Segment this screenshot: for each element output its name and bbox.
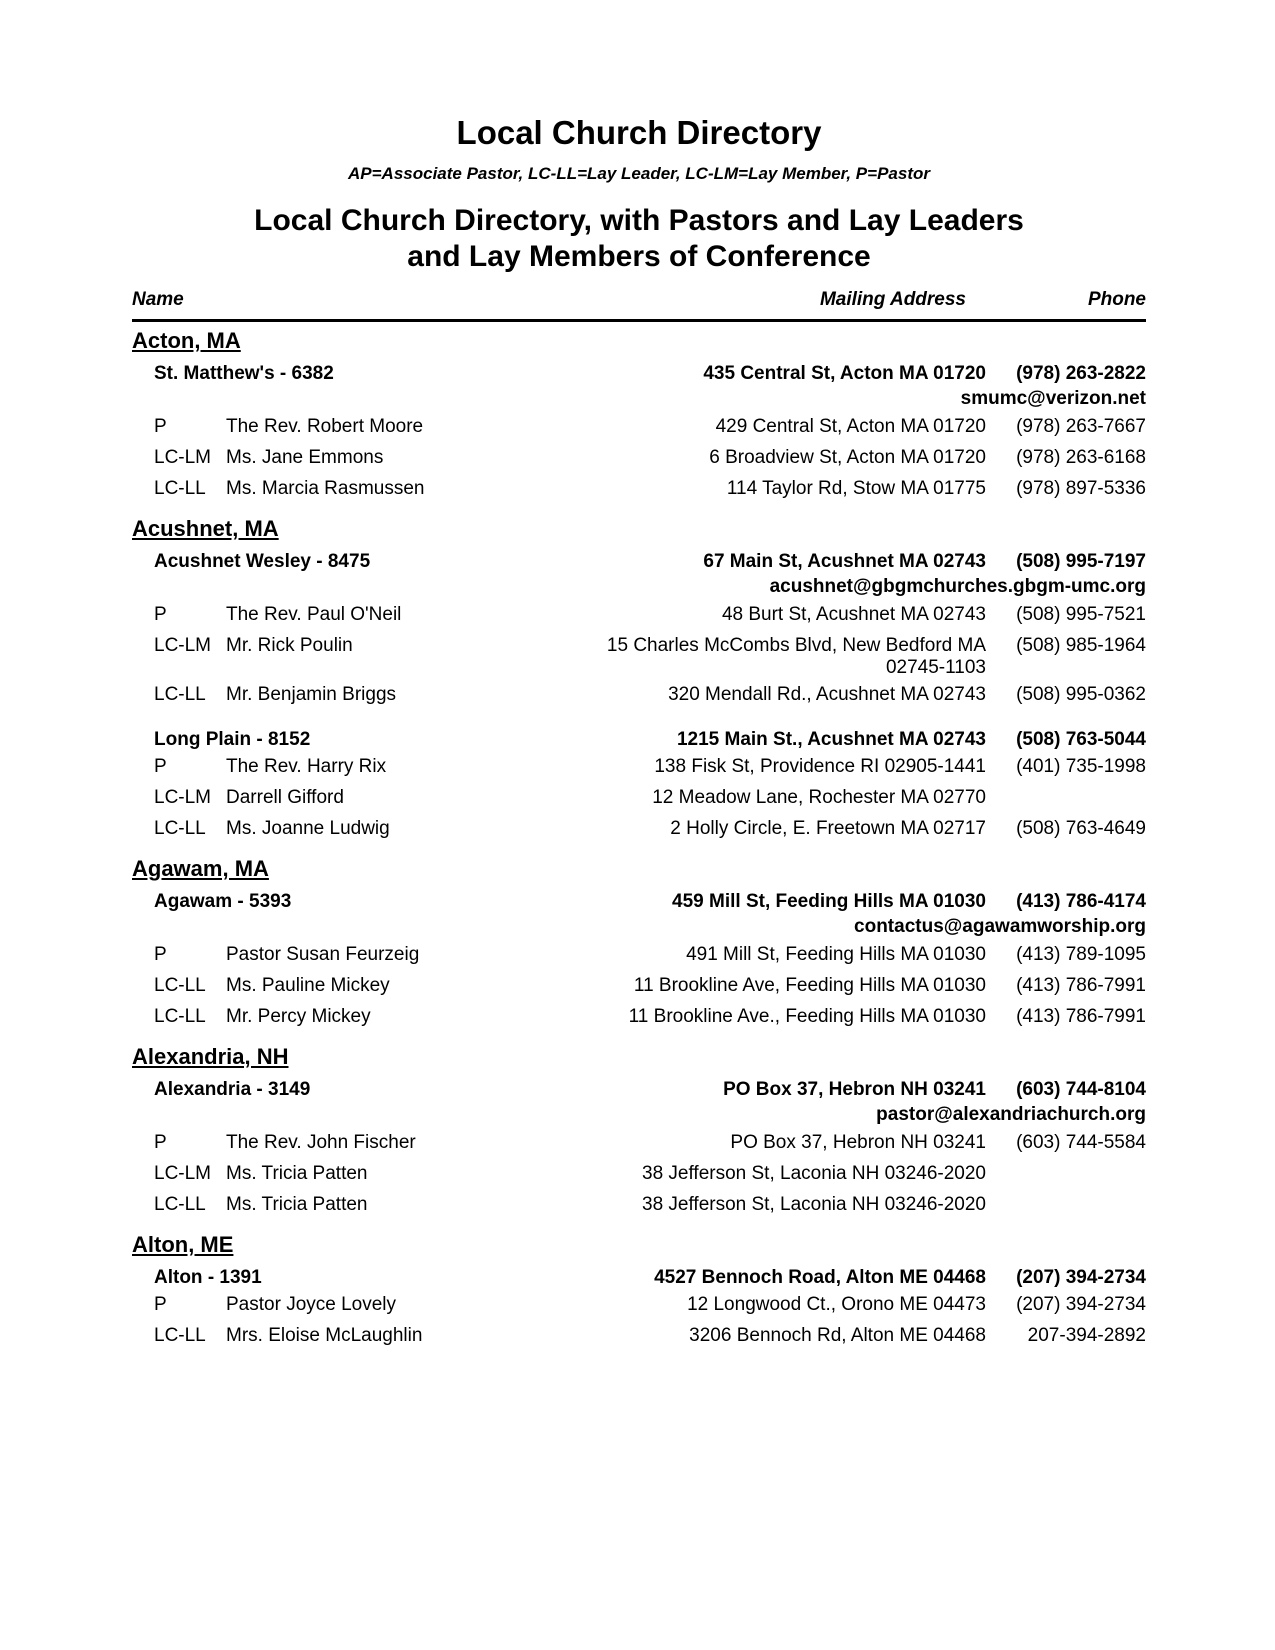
person-row [132, 1190, 1146, 1221]
person-address: 138 Fisk St, Providence RI 02905-1441 [654, 756, 986, 777]
person-phone: (413) 786-7991 [1016, 975, 1146, 996]
person-role: LC-LL [154, 1006, 206, 1027]
church-address: 4527 Bennoch Road, Alton ME 04468 [654, 1267, 986, 1288]
town-heading: Acushnet, MA [132, 516, 279, 541]
person-phone: (978) 897-5336 [1016, 478, 1146, 499]
person-phone: (508) 763-4649 [1016, 818, 1146, 839]
person-phone: (508) 995-0362 [1016, 684, 1146, 705]
person-name: Mr. Benjamin Briggs [226, 684, 397, 705]
person-row [132, 680, 1146, 711]
person-address: 38 Jefferson St, Laconia NH 03246-2020 [642, 1163, 986, 1184]
person-address: 12 Longwood Ct., Orono ME 04473 [687, 1294, 986, 1315]
person-name: Pastor Susan Feurzeig [226, 944, 420, 965]
church-row [132, 547, 1146, 574]
person-row [132, 814, 1146, 845]
person-role: LC-LM [154, 635, 212, 656]
directory-subtitle [132, 203, 1146, 275]
subtitle-line-2: and Lay Members of Conference [407, 240, 871, 273]
person-row [132, 940, 1146, 971]
church-phone: (413) 786-4174 [1016, 891, 1146, 912]
person-name: Ms. Pauline Mickey [226, 975, 390, 996]
person-role: P [154, 416, 167, 437]
column-phone: Phone [1087, 289, 1146, 310]
church-email: contactus@agawamworship.org [854, 916, 1146, 937]
person-role: P [154, 604, 167, 625]
role-legend: AP=Associate Pastor, LC-LL=Lay Leader, LC-LM=Lay Member, P=Pastor [348, 164, 930, 183]
page-title: Local Church Directory [456, 114, 822, 151]
person-name: Ms. Marcia Rasmussen [226, 478, 425, 499]
church-email: pastor@alexandriachurch.org [876, 1104, 1146, 1125]
person-row [132, 1002, 1146, 1033]
person-row [132, 600, 1146, 631]
person-role: LC-LL [154, 684, 206, 705]
church-name: Agawam - 5393 [154, 891, 292, 912]
person-address-line-2: 02745-1103 [885, 657, 986, 678]
person-name: The Rev. John Fischer [226, 1132, 416, 1153]
person-phone: (978) 263-6168 [1016, 447, 1146, 468]
person-phone: (603) 744-5584 [1016, 1132, 1146, 1153]
person-phone: (413) 786-7991 [1016, 1006, 1146, 1027]
church-email: acushnet@gbgmchurches.gbgm-umc.org [769, 576, 1146, 597]
person-address: 11 Brookline Ave., Feeding Hills MA 01030 [628, 1006, 986, 1027]
person-row [132, 752, 1146, 783]
town-heading: Alexandria, NH [132, 1044, 289, 1069]
directory-page [132, 0, 1146, 1352]
church-address: 1215 Main St., Acushnet MA 02743 [676, 729, 986, 750]
person-role: LC-LM [154, 447, 212, 468]
person-phone: (401) 735-1998 [1016, 756, 1146, 777]
person-row [132, 1128, 1146, 1159]
subtitle-line-1: Local Church Directory, with Pastors and Lay Leaders [254, 204, 1024, 237]
header-rule [132, 319, 1146, 322]
church-phone: (508) 763-5044 [1016, 729, 1146, 750]
person-role: LC-LL [154, 1325, 206, 1346]
column-address: Mailing Address [819, 289, 966, 310]
person-row [132, 631, 1146, 680]
town-heading: Alton, ME [132, 1232, 234, 1257]
person-role: LC-LL [154, 478, 206, 499]
person-phone: (978) 263-7667 [1016, 416, 1146, 437]
column-name: Name [132, 289, 184, 310]
person-name: The Rev. Robert Moore [226, 416, 424, 437]
church-row [132, 1075, 1146, 1102]
church-name: Alton - 1391 [154, 1267, 262, 1288]
person-row [132, 1159, 1146, 1190]
church-name: Alexandria - 3149 [154, 1079, 311, 1100]
person-role: P [154, 1294, 167, 1315]
person-phone: 207-394-2892 [1027, 1325, 1146, 1346]
person-address: 320 Mendall Rd., Acushnet MA 02743 [668, 684, 986, 705]
person-address: 3206 Bennoch Rd, Alton ME 04468 [689, 1325, 986, 1346]
church-address: 67 Main St, Acushnet MA 02743 [703, 551, 986, 572]
person-name: Darrell Gifford [226, 787, 344, 808]
person-role: LC-LM [154, 1163, 212, 1184]
person-address: 48 Burt St, Acushnet MA 02743 [721, 604, 986, 625]
person-address: 12 Meadow Lane, Rochester MA 02770 [652, 787, 986, 808]
church-address: 459 Mill St, Feeding Hills MA 01030 [672, 891, 986, 912]
person-phone: (413) 789-1095 [1016, 944, 1146, 965]
church-name: Acushnet Wesley - 8475 [154, 551, 371, 572]
person-name: Ms. Jane Emmons [226, 447, 384, 468]
person-name: Ms. Joanne Ludwig [226, 818, 390, 839]
person-address: 6 Broadview St, Acton MA 01720 [709, 447, 986, 468]
person-address: 2 Holly Circle, E. Freetown MA 02717 [670, 818, 986, 839]
person-address: 429 Central St, Acton MA 01720 [715, 416, 986, 437]
person-address: 38 Jefferson St, Laconia NH 03246-2020 [642, 1194, 986, 1215]
church-address: 435 Central St, Acton MA 01720 [703, 363, 986, 384]
person-row [132, 443, 1146, 474]
person-address: 491 Mill St, Feeding Hills MA 01030 [686, 944, 986, 965]
church-address: PO Box 37, Hebron NH 03241 [723, 1079, 986, 1100]
church-name: Long Plain - 8152 [154, 729, 311, 750]
person-name: Pastor Joyce Lovely [226, 1294, 397, 1315]
church-phone: (207) 394-2734 [1016, 1267, 1146, 1288]
person-phone: (508) 995-7521 [1016, 604, 1146, 625]
church-phone: (603) 744-8104 [1016, 1079, 1146, 1100]
person-row [132, 783, 1146, 814]
town-heading: Acton, MA [132, 328, 241, 353]
person-address: 114 Taylor Rd, Stow MA 01775 [726, 478, 986, 499]
person-name: Mrs. Eloise McLaughlin [226, 1325, 423, 1346]
church-row [132, 359, 1146, 386]
person-name: The Rev. Harry Rix [226, 756, 387, 777]
person-row [132, 412, 1146, 443]
person-phone: (207) 394-2734 [1016, 1294, 1146, 1315]
person-name: Mr. Rick Poulin [226, 635, 353, 656]
church-phone: (978) 263-2822 [1016, 363, 1146, 384]
person-role: P [154, 944, 167, 965]
church-row [132, 725, 1146, 752]
person-row [132, 971, 1146, 1002]
person-role: P [154, 756, 167, 777]
person-role: P [154, 1132, 167, 1153]
person-role: LC-LL [154, 1194, 206, 1215]
church-row [132, 887, 1146, 914]
person-name: Ms. Tricia Patten [226, 1163, 368, 1184]
person-role: LC-LM [154, 787, 212, 808]
person-address: PO Box 37, Hebron NH 03241 [730, 1132, 986, 1153]
person-address-block [607, 635, 986, 679]
person-row [132, 1290, 1146, 1321]
person-name: The Rev. Paul O'Neil [226, 604, 402, 625]
person-phone: (508) 985-1964 [1016, 635, 1146, 656]
person-address: 15 Charles McCombs Blvd, New Bedford MA [606, 635, 986, 656]
person-role: LC-LL [154, 818, 206, 839]
person-role: LC-LL [154, 975, 206, 996]
person-name: Mr. Percy Mickey [226, 1006, 371, 1027]
person-row [132, 1321, 1146, 1352]
church-email: smumc@verizon.net [960, 388, 1146, 409]
church-row [132, 1263, 1146, 1290]
church-phone: (508) 995-7197 [1016, 551, 1146, 572]
town-heading: Agawam, MA [132, 856, 269, 881]
person-name: Ms. Tricia Patten [226, 1194, 368, 1215]
column-header [132, 289, 1146, 315]
church-name: St. Matthew's - 6382 [154, 363, 334, 384]
person-row [132, 474, 1146, 505]
person-address: 11 Brookline Ave, Feeding Hills MA 01030 [633, 975, 986, 996]
